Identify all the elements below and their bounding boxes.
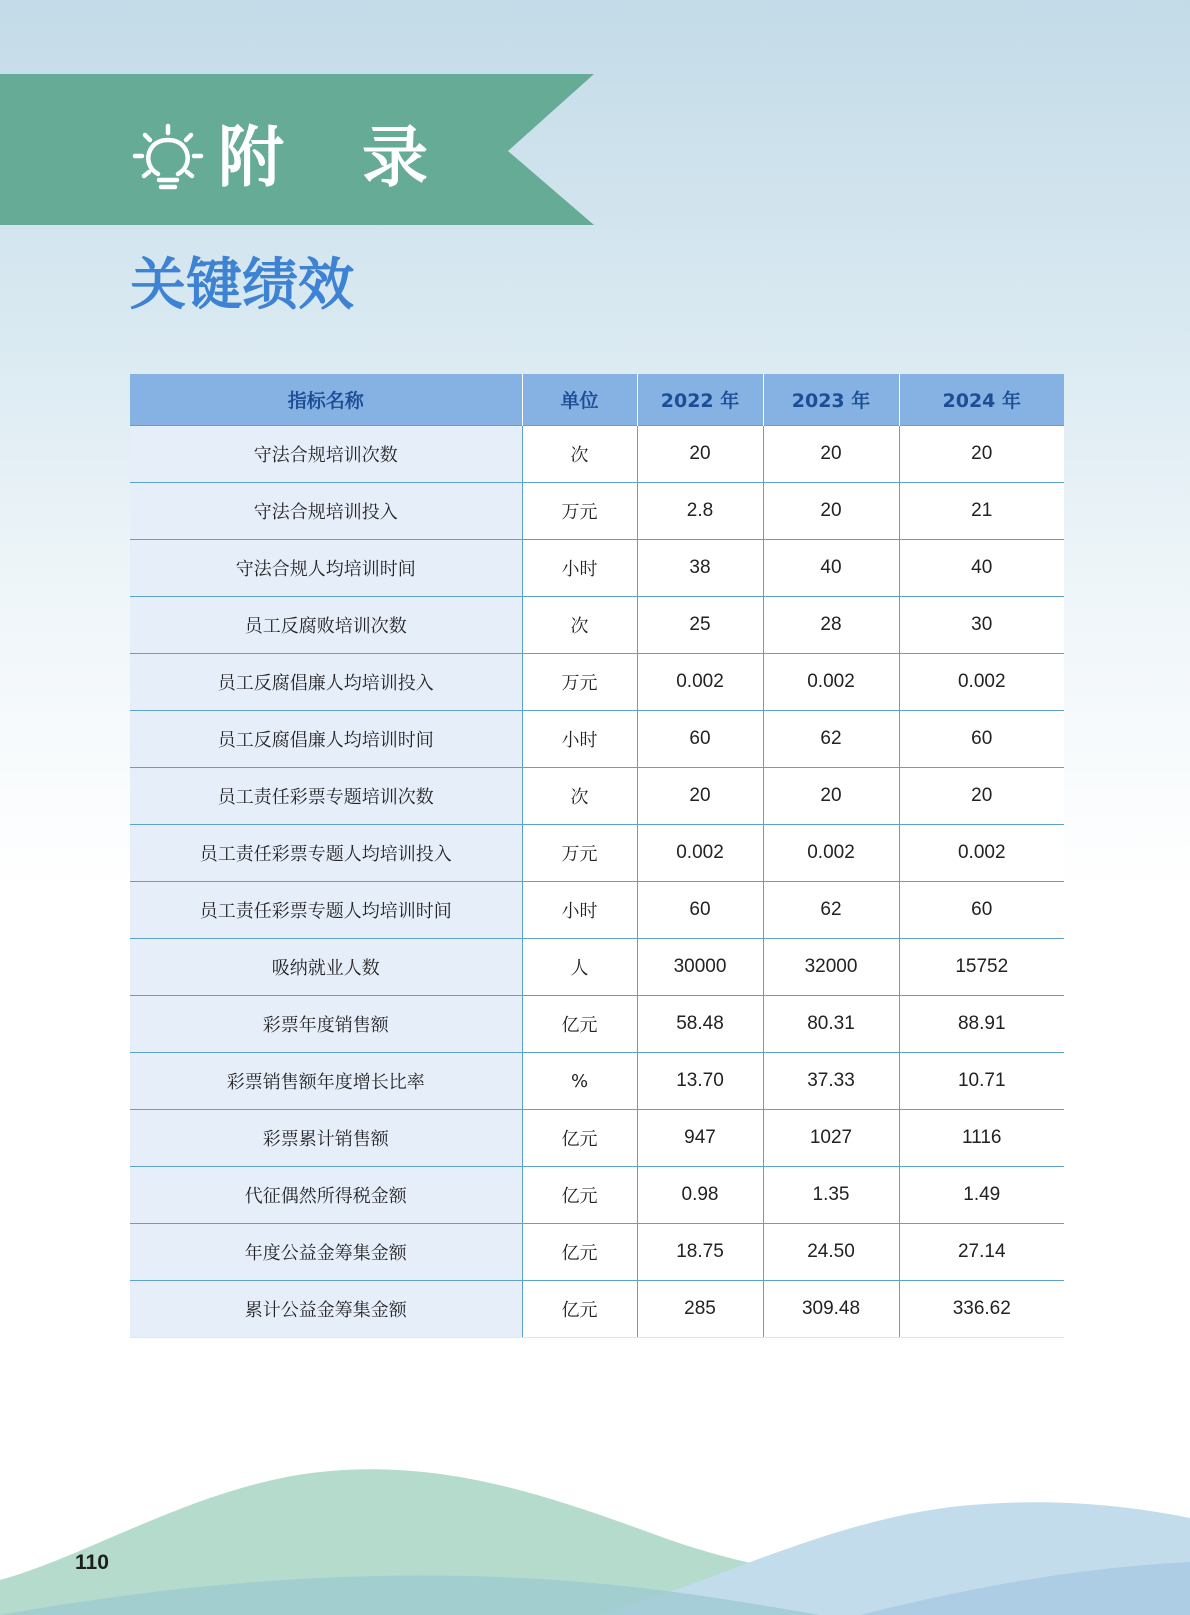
table-body	[130, 426, 1064, 1338]
cell-2024: 40	[899, 540, 1064, 597]
cell-2023: 62	[763, 882, 899, 939]
cell-indicator-name: 守法合规人均培训时间	[130, 540, 522, 597]
decorative-waves	[0, 1440, 1190, 1615]
cell-2022: 60	[637, 882, 763, 939]
cell-2023: 309.48	[763, 1281, 899, 1338]
cell-indicator-name: 员工责任彩票专题人均培训投入	[130, 825, 522, 882]
table-row	[130, 597, 1064, 654]
table-row	[130, 1281, 1064, 1338]
cell-2022: 947	[637, 1110, 763, 1167]
cell-indicator-name: 守法合规培训次数	[130, 426, 522, 483]
cell-2024: 30	[899, 597, 1064, 654]
cell-unit: 亿元	[522, 996, 637, 1053]
cell-indicator-name: 彩票年度销售额	[130, 996, 522, 1053]
header-indicator-name: 指标名称	[130, 374, 522, 426]
kpi-table	[130, 374, 1064, 1338]
table-row	[130, 939, 1064, 996]
cell-2022: 38	[637, 540, 763, 597]
cell-2024: 60	[899, 882, 1064, 939]
cell-2022: 285	[637, 1281, 763, 1338]
table-row	[130, 1053, 1064, 1110]
lightbulb-icon	[132, 122, 204, 194]
table-row	[130, 1167, 1064, 1224]
cell-2022: 60	[637, 711, 763, 768]
table-row	[130, 768, 1064, 825]
cell-2023: 1027	[763, 1110, 899, 1167]
table-row	[130, 711, 1064, 768]
cell-2024: 10.71	[899, 1053, 1064, 1110]
cell-unit: 亿元	[522, 1110, 637, 1167]
table-row	[130, 654, 1064, 711]
cell-unit: 次	[522, 597, 637, 654]
cell-2024: 27.14	[899, 1224, 1064, 1281]
cell-2023: 80.31	[763, 996, 899, 1053]
header-unit: 单位	[522, 374, 637, 426]
cell-unit: 万元	[522, 483, 637, 540]
cell-unit: %	[522, 1053, 637, 1110]
cell-2024: 20	[899, 768, 1064, 825]
cell-2024: 336.62	[899, 1281, 1064, 1338]
table-header-row	[130, 374, 1064, 426]
cell-2022: 0.002	[637, 654, 763, 711]
cell-indicator-name: 彩票累计销售额	[130, 1110, 522, 1167]
cell-2023: 1.35	[763, 1167, 899, 1224]
cell-2022: 20	[637, 426, 763, 483]
cell-2024: 0.002	[899, 825, 1064, 882]
cell-unit: 亿元	[522, 1167, 637, 1224]
cell-2022: 25	[637, 597, 763, 654]
cell-2023: 62	[763, 711, 899, 768]
cell-2024: 15752	[899, 939, 1064, 996]
cell-2022: 0.98	[637, 1167, 763, 1224]
cell-2022: 58.48	[637, 996, 763, 1053]
cell-indicator-name: 守法合规培训投入	[130, 483, 522, 540]
cell-2024: 21	[899, 483, 1064, 540]
cell-indicator-name: 年度公益金筹集金额	[130, 1224, 522, 1281]
table-row	[130, 996, 1064, 1053]
table-row	[130, 882, 1064, 939]
cell-2022: 0.002	[637, 825, 763, 882]
cell-unit: 亿元	[522, 1281, 637, 1338]
cell-2024: 0.002	[899, 654, 1064, 711]
cell-2023: 20	[763, 768, 899, 825]
header-year-2024: 2024 年	[899, 374, 1064, 426]
cell-2023: 20	[763, 483, 899, 540]
table-row	[130, 1110, 1064, 1167]
table-row	[130, 483, 1064, 540]
cell-unit: 万元	[522, 654, 637, 711]
cell-2023: 37.33	[763, 1053, 899, 1110]
cell-2024: 1.49	[899, 1167, 1064, 1224]
cell-2022: 30000	[637, 939, 763, 996]
header-year-2023: 2023 年	[763, 374, 899, 426]
cell-2022: 13.70	[637, 1053, 763, 1110]
cell-unit: 小时	[522, 711, 637, 768]
cell-indicator-name: 员工反腐倡廉人均培训投入	[130, 654, 522, 711]
cell-unit: 万元	[522, 825, 637, 882]
cell-unit: 小时	[522, 882, 637, 939]
table-row	[130, 825, 1064, 882]
cell-2022: 20	[637, 768, 763, 825]
cell-2023: 0.002	[763, 825, 899, 882]
cell-2023: 28	[763, 597, 899, 654]
header-year-2022: 2022 年	[637, 374, 763, 426]
table-row	[130, 426, 1064, 483]
cell-indicator-name: 吸纳就业人数	[130, 939, 522, 996]
cell-2024: 20	[899, 426, 1064, 483]
cell-2023: 0.002	[763, 654, 899, 711]
cell-indicator-name: 员工反腐败培训次数	[130, 597, 522, 654]
cell-indicator-name: 员工责任彩票专题培训次数	[130, 768, 522, 825]
cell-indicator-name: 员工责任彩票专题人均培训时间	[130, 882, 522, 939]
cell-unit: 亿元	[522, 1224, 637, 1281]
cell-unit: 次	[522, 768, 637, 825]
table-row	[130, 1224, 1064, 1281]
page-subtitle: 关键绩效	[130, 253, 354, 318]
cell-unit: 次	[522, 426, 637, 483]
cell-2023: 32000	[763, 939, 899, 996]
cell-2023: 40	[763, 540, 899, 597]
cell-indicator-name: 彩票销售额年度增长比率	[130, 1053, 522, 1110]
cell-2024: 88.91	[899, 996, 1064, 1053]
cell-indicator-name: 累计公益金筹集金额	[130, 1281, 522, 1338]
table-row	[130, 540, 1064, 597]
cell-unit: 人	[522, 939, 637, 996]
cell-2022: 2.8	[637, 483, 763, 540]
section-title: 附 录	[218, 119, 434, 196]
section-header	[132, 118, 434, 198]
page-number: 110	[75, 1551, 109, 1574]
cell-2024: 60	[899, 711, 1064, 768]
cell-2022: 18.75	[637, 1224, 763, 1281]
cell-unit: 小时	[522, 540, 637, 597]
cell-2023: 24.50	[763, 1224, 899, 1281]
cell-indicator-name: 员工反腐倡廉人均培训时间	[130, 711, 522, 768]
cell-2024: 1116	[899, 1110, 1064, 1167]
cell-2023: 20	[763, 426, 899, 483]
cell-indicator-name: 代征偶然所得税金额	[130, 1167, 522, 1224]
